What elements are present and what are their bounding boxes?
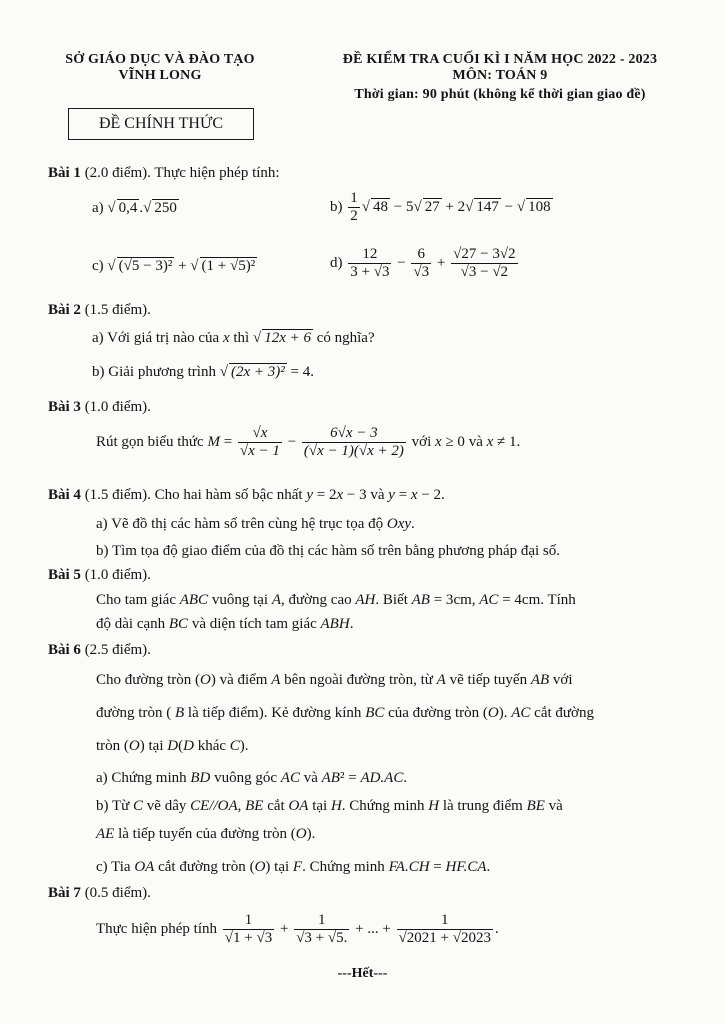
bai7-heading: Bài 7 (0.5 điểm). [48, 885, 151, 901]
bai6-line3: tròn (O) tại D(D khác C). [96, 738, 249, 754]
bai4-b: b) Tìm tọa độ giao điểm của đồ thị các hàm số trên bằng phương pháp đại số. [96, 543, 561, 559]
bai1-c: c) √ (√5 − 3)² + √ (1 + √5)² [92, 258, 256, 274]
bai6-line1: Cho đường tròn (O) và điểm A bên ngoài đường tròn, từ A vẽ tiếp tuyến AB với [96, 672, 573, 688]
bai1-b: b) $\frac{1}{2}$ √ 48 − 5√ 27 + 2√ 147 − √ 108 [330, 190, 551, 224]
bai5-heading: Bài 5 (1.0 điểm). [48, 567, 151, 583]
bai6-a: a) Chứng minh BD vuông góc AC và AB² = AD.AC. [96, 770, 408, 786]
end-marker: ---Hết--- [337, 966, 388, 981]
bai1-a: a) √ 0,4 .√ 250 [92, 200, 177, 216]
bai3-heading: Bài 3 (1.0 điểm). [48, 399, 151, 415]
header-left [40, 52, 280, 84]
bai2-b: b) Giải phương trình √ (2x + 3)² = 4. [92, 364, 314, 380]
bai4-heading: Bài 4 (1.5 điểm). Cho hai hàm số bậc nhất y = 2x − 3 và y = x − 2. [48, 487, 445, 503]
bai7-expr: Thực hiện phép tính $\frac{1}{√1 + √3}$ + $\frac{1}{√3 + √5.}$ + ... + $\frac{1}{√2021 + √2023}$ . [96, 912, 499, 946]
bai6-line2: đường tròn ( B là tiếp điểm). Kẻ đường kính BC của đường tròn (O). AC cắt đường [96, 705, 594, 721]
bai1-heading: Bài 1 (2.0 điểm). Thực hiện phép tính: [48, 165, 280, 181]
bai6-c: c) Tia OA cắt đường tròn (O) tại F. Chứng minh FA.CH = HF.CA. [96, 859, 491, 875]
bai5-line2: độ dài cạnh BC và diện tích tam giác ABH. [96, 616, 354, 632]
bai6-b1: b) Từ C vẽ dây CE//OA, BE cắt OA tại H. Chứng minh H là trung điểm BE và [96, 798, 563, 814]
bai6-b2: AE là tiếp tuyến của đường tròn (O). [96, 826, 316, 842]
province-name: VĨNH LONG [118, 68, 202, 83]
bai6-heading: Bài 6 (2.5 điểm). [48, 642, 151, 658]
bai1-d: d) $\frac{12}{3 + √3}$ − $\frac{6}{√3}$ + $\frac{√27 - 3√2}{√3 - √2}$ [330, 246, 516, 280]
subject: MÔN: TOÁN 9 [452, 68, 548, 83]
bai2-heading: Bài 2 (1.5 điểm). [48, 302, 151, 318]
bai3-expr: Rút gọn biểu thức M = $\frac{√x}{√x - 1}$ − $\frac{6√x - 3}{(√x - 1)(√x + 2)}$ với x ≥ 0 và x ≠ 1. [96, 425, 521, 459]
bai4-a: a) Vẽ đồ thị các hàm số trên cùng hệ trục tọa độ Oxy. [96, 516, 415, 532]
bai2-a: a) Với giá trị nào của x thì √ 12x + 6 có nghĩa? [92, 330, 375, 346]
bai5-line1: Cho tam giác ABC vuông tại A, đường cao AH. Biết AB = 3cm, AC = 4cm. Tính [96, 592, 576, 608]
official-badge: ĐỀ CHÍNH THỨC [68, 108, 254, 140]
exam-title: ĐỀ KIỂM TRA CUỐI KÌ I NĂM HỌC 2022 - 2023 [342, 52, 658, 67]
exam-time: Thời gian: 90 phút (không kể thời gian giao đề) [354, 87, 646, 102]
header-right [300, 52, 700, 103]
dept-name: SỞ GIÁO DỤC VÀ ĐÀO TẠO [65, 52, 255, 67]
